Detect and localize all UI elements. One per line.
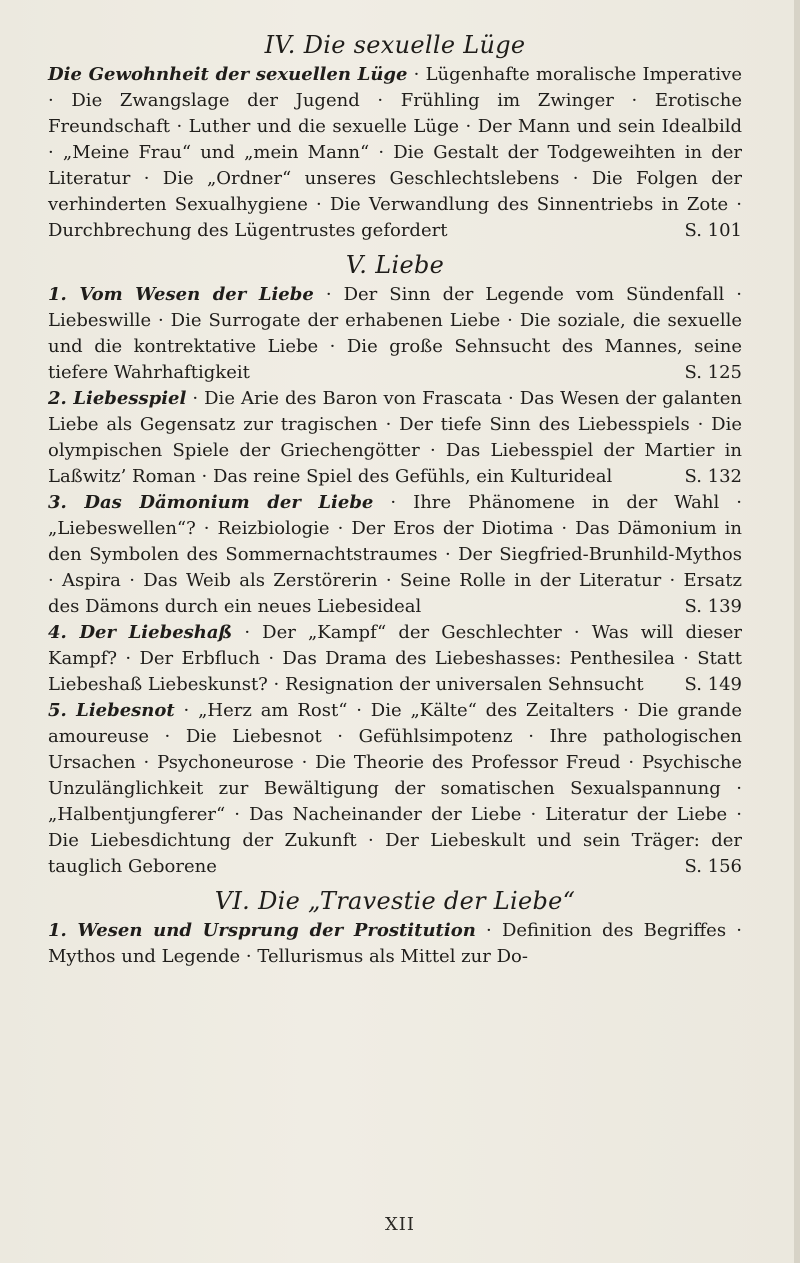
entry-page-ref: S. 156	[684, 856, 742, 877]
entry-title: 2. Liebesspiel	[48, 388, 187, 409]
entry-text: · Lügenhafte moralische Imperative · Die Zwangslage der Jugend · Frühling im Zwinger · Erotische Freundschaft · Luther und die sexuelle Lüge · Der Mann und sein Idealbild · „Meine Frau“ und „mein Mann“ · Die Gestalt der Todgeweihten in der Literatur · Die „Ordner“ unseres Geschlechtslebens · Die Folgen der verhinderten Sexualhygiene · Die Verwandlung des Sinnentriebs in Zote · Durchbrechung des Lügentrustes gefordert	[48, 64, 742, 241]
entry-title: 1. Wesen und Ursprung der Prostitution	[48, 920, 476, 941]
entry-title: 3. Das Dämonium der Liebe	[48, 492, 374, 513]
chapter-5-heading	[48, 248, 742, 282]
entry-title: 4. Der Liebeshaß	[48, 622, 233, 643]
entry-page-ref: S. 101	[684, 220, 742, 241]
entry-text: · Die Arie des Baron von Frascata · Das Wesen der galanten Liebe als Gegensatz zur tragischen · Der tiefe Sinn des Liebesspiels · Die olympischen Spiele der Griechengötter · Das Liebesspiel der Martier in Laßwitz’ Roman · Das reine Spiel des Gefühls, ein Kulturideal	[48, 388, 742, 487]
entry-title: 5. Liebesnot	[48, 700, 175, 721]
chapter-6-title: Die „Travestie der Liebe“	[258, 887, 576, 915]
chapter-5-title: Liebe	[375, 251, 445, 279]
entry-page-ref: S. 132	[684, 466, 742, 487]
chapter-5-entry-5	[48, 698, 742, 880]
chapter-5-entry-2	[48, 386, 742, 490]
entry-title: 1. Vom Wesen der Liebe	[48, 284, 314, 305]
entry-text: · Ihre Phänomene in der Wahl · „Liebeswellen“? · Reizbiologie · Der Eros der Diotima · Das Dämonium in den Symbolen des Sommernachtstraumes · Der Siegfried-Brunhild-Mythos · Aspira · Das Weib als Zerstörerin · Seine Rolle in der Literatur · Ersatz des Dämons durch ein neues Liebesideal	[48, 492, 742, 617]
entry-text: · Definition des Begriffes · Mythos und Legende · Tellurismus als Mittel zur Do-	[48, 920, 742, 967]
chapter-6-entry-1	[48, 918, 742, 970]
entry-text: · Der Sinn der Legende vom Sündenfall · Liebeswille · Die Surrogate der erhabenen Liebe · Die soziale, die sexuelle und die kontrektative Liebe · Die große Sehnsucht des Mannes, seine tiefere Wahrhaftigkeit	[48, 284, 742, 383]
chapter-4-entry	[48, 62, 742, 244]
entry-text: · „Herz am Rost“ · Die „Kälte“ des Zeitalters · Die grande amoureuse · Die Liebesnot · Gefühlsimpotenz · Ihre pathologischen Ursachen · Psychoneurose · Die Theorie des Professor Freud · Psychische Unzulänglichkeit zur Bewältigung der somatischen Sexualspannung · „Halbentjungferer“ · Das Nacheinander der Liebe · Literatur der Liebe · Die Liebesdichtung der Zukunft · Der Liebeskult und sein Träger: der tauglich Geborene	[48, 700, 742, 877]
chapter-4-title: Die sexuelle Lüge	[303, 31, 526, 59]
chapter-6-numeral: VI.	[214, 887, 251, 915]
page-edge	[794, 0, 800, 1263]
chapter-5-entry-3	[48, 490, 742, 620]
entry-page-ref: S. 149	[684, 674, 742, 695]
chapter-4-heading	[48, 28, 742, 62]
chapter-5-entry-1	[48, 282, 742, 386]
chapter-5-entry-4	[48, 620, 742, 698]
entry-page-ref: S. 139	[684, 596, 742, 617]
entry-text: · Der „Kampf“ der Geschlechter · Was will dieser Kampf? · Der Erbfluch · Das Drama des Liebeshasses: Penthesilea · Statt Liebeshaß Liebeskunst? · Resignation der universalen Sehnsucht	[48, 622, 742, 695]
table-of-contents	[48, 28, 742, 970]
page-number: XII	[384, 1214, 416, 1235]
chapter-4-numeral: IV.	[264, 31, 296, 59]
entry-title: Die Gewohnheit der sexuellen Lüge	[48, 64, 408, 85]
entry-page-ref: S. 125	[684, 362, 742, 383]
chapter-5-numeral: V.	[345, 251, 368, 279]
chapter-6-heading	[48, 884, 742, 918]
